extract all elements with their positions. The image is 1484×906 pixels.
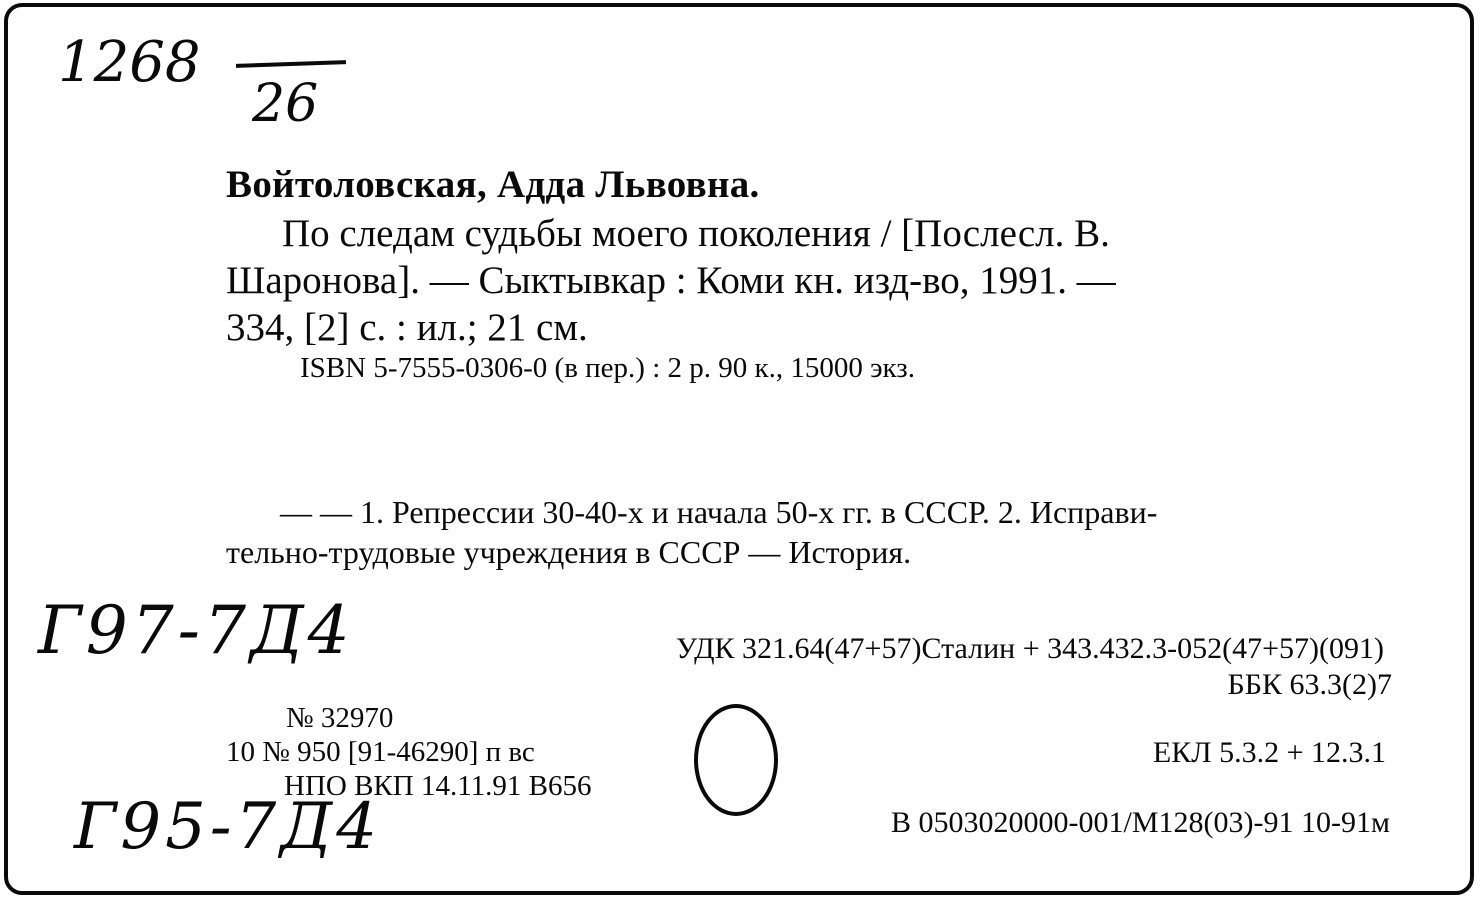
handwritten-inventory-number: 1268 bbox=[58, 30, 201, 95]
subject-tracings bbox=[226, 492, 1386, 572]
publication-code: В 0503020000-001/М128(03)-91 10-91м bbox=[891, 806, 1390, 839]
title-line: По следам судьбы моего поколения / [Послесл. В. bbox=[282, 212, 1110, 255]
udk-classification: УДК 321.64(47+57)Сталин + 343.432.3-052(47+57)(091) bbox=[675, 632, 1384, 665]
subject-line: тельно-трудовые учреждения в СССР — История. bbox=[226, 534, 912, 570]
bbk-classification: ББК 63.3(2)7 bbox=[1227, 668, 1392, 701]
subject-line: — — 1. Репрессии 30-40-х и начала 50-х гг. в СССР. 2. Исправи- bbox=[280, 494, 1158, 530]
order-number: 10 № 950 [91-46290] п вс bbox=[226, 736, 535, 768]
circle-stamp-mark bbox=[694, 704, 778, 816]
accession-number: № 32970 bbox=[286, 702, 394, 734]
npo-imprint: НПО ВКП 14.11.91 В656 bbox=[284, 770, 592, 802]
title-line: Шаронова]. — Сыктывкар : Коми кн. изд-во, 1991. — bbox=[226, 259, 1116, 302]
handwritten-inventory-sub: 26 bbox=[252, 74, 319, 134]
author-heading: Войтоловская, Адда Львовна. bbox=[226, 163, 760, 206]
title-statement bbox=[226, 210, 1386, 351]
title-line: 334, [2] с. : ил.; 21 см. bbox=[226, 306, 588, 349]
handwritten-shelf-mark-2: Г95-7Д4 bbox=[74, 790, 381, 864]
ekl-classification: ЕКЛ 5.3.2 + 12.3.1 bbox=[1152, 736, 1386, 769]
handwritten-shelf-mark: Г97-7Д4 bbox=[38, 592, 354, 669]
isbn-line: ISBN 5-7555-0306-0 (в пер.) : 2 р. 90 к., 15000 экз. bbox=[300, 352, 915, 384]
